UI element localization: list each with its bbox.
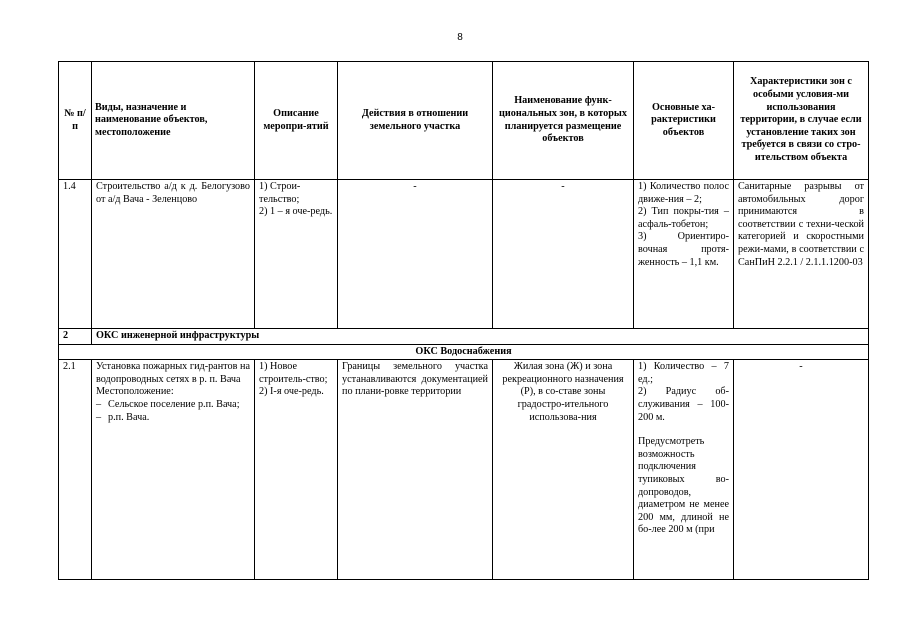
header-functional-zone: Наименование функ-циональных зон, в которых планируется размещение объектов: [493, 62, 634, 180]
header-land-action: Действия в отношении земельного участка: [338, 62, 493, 180]
characteristic-item: 2) Тип покры-тия – асфаль-тобетон;: [638, 206, 729, 230]
object-name: [92, 360, 255, 580]
subsection-title: ОКС Водоснабжения: [59, 344, 869, 360]
object-characteristics: [634, 360, 734, 580]
table-header-row: [59, 62, 869, 180]
subsection-row: [59, 344, 869, 360]
header-description: Описание меропри-ятий: [255, 62, 338, 180]
header-object-name: Виды, назначение и наименование объектов, местоположение: [92, 62, 255, 180]
activity-description: [255, 360, 338, 580]
section-number: 2: [59, 329, 92, 345]
characteristic-item: 1) Количество полос движе-ния – 2;: [638, 181, 729, 205]
activity-step: 1) Новое строитель-ство;: [259, 361, 328, 385]
characteristic-item: 2) Радиус об-служивания – 100-200 м.: [638, 386, 729, 423]
object-characteristics: [634, 180, 734, 329]
section-title: ОКС инженерной инфраструктуры: [92, 329, 869, 345]
header-number: № п/п: [59, 62, 92, 180]
special-zones: Санитарные разрывы от автомобильных дорог принимаются в соответствии с техни-ческой категорией и скоростными режи-мами, в соответствии с СанПиН 2.2.1 / 2.1.1.1200-03: [734, 180, 869, 329]
table-row: [59, 180, 869, 329]
row-number: 1.4: [59, 180, 92, 329]
location-item: – р.п. Вача.: [96, 412, 250, 425]
header-special-zones: Характеристики зон с особыми условия-ми использования территории, в случае если установление таких зон требуется в связи со стро-ительством объекта: [734, 62, 869, 180]
table-row: [59, 360, 869, 580]
section-row: [59, 329, 869, 345]
special-zones: -: [734, 360, 869, 580]
activity-step: 2) 1 – я оче-редь.: [259, 206, 333, 218]
location-item: – Сельское поселение р.п. Вача;: [96, 399, 250, 412]
characteristic-note: Предусмотреть возможность подключения тупиковых во-допроводов, диаметром не менее 200 мм, длиной не бо-лее 200 м (при: [638, 436, 729, 536]
location-label: Местоположение:: [96, 386, 174, 398]
row-number: 2.1: [59, 360, 92, 580]
activity-description: [255, 180, 338, 329]
objects-table: [58, 61, 869, 580]
header-characteristics: Основные ха-рактеристики объектов: [634, 62, 734, 180]
activity-step: 2) I-я оче-редь.: [259, 386, 324, 398]
characteristic-item: 1) Количество – 7 ед.;: [638, 361, 729, 385]
functional-zone: Жилая зона (Ж) и зона рекреационного назначения (Р), в со-ставе зоны градостро-ительного использова-ния: [493, 360, 634, 580]
land-action: Границы земельного участка устанавливаются документацией по плани-ровке территории: [338, 360, 493, 580]
object-title: Установка пожарных гид-рантов на водопроводных сетях в р. п. Вача: [96, 361, 250, 385]
characteristic-item: 3) Ориентиро-вочная протя-женность – 1,1 км.: [638, 231, 729, 268]
activity-step: 1) Строи-тельство;: [259, 181, 301, 205]
object-name: Строительство а/д к д. Белогузово от а/д Вача - Зеленцово: [92, 180, 255, 329]
land-action: -: [338, 180, 493, 329]
location-list: [96, 399, 250, 424]
functional-zone: -: [493, 180, 634, 329]
page-number: 8: [457, 32, 463, 43]
